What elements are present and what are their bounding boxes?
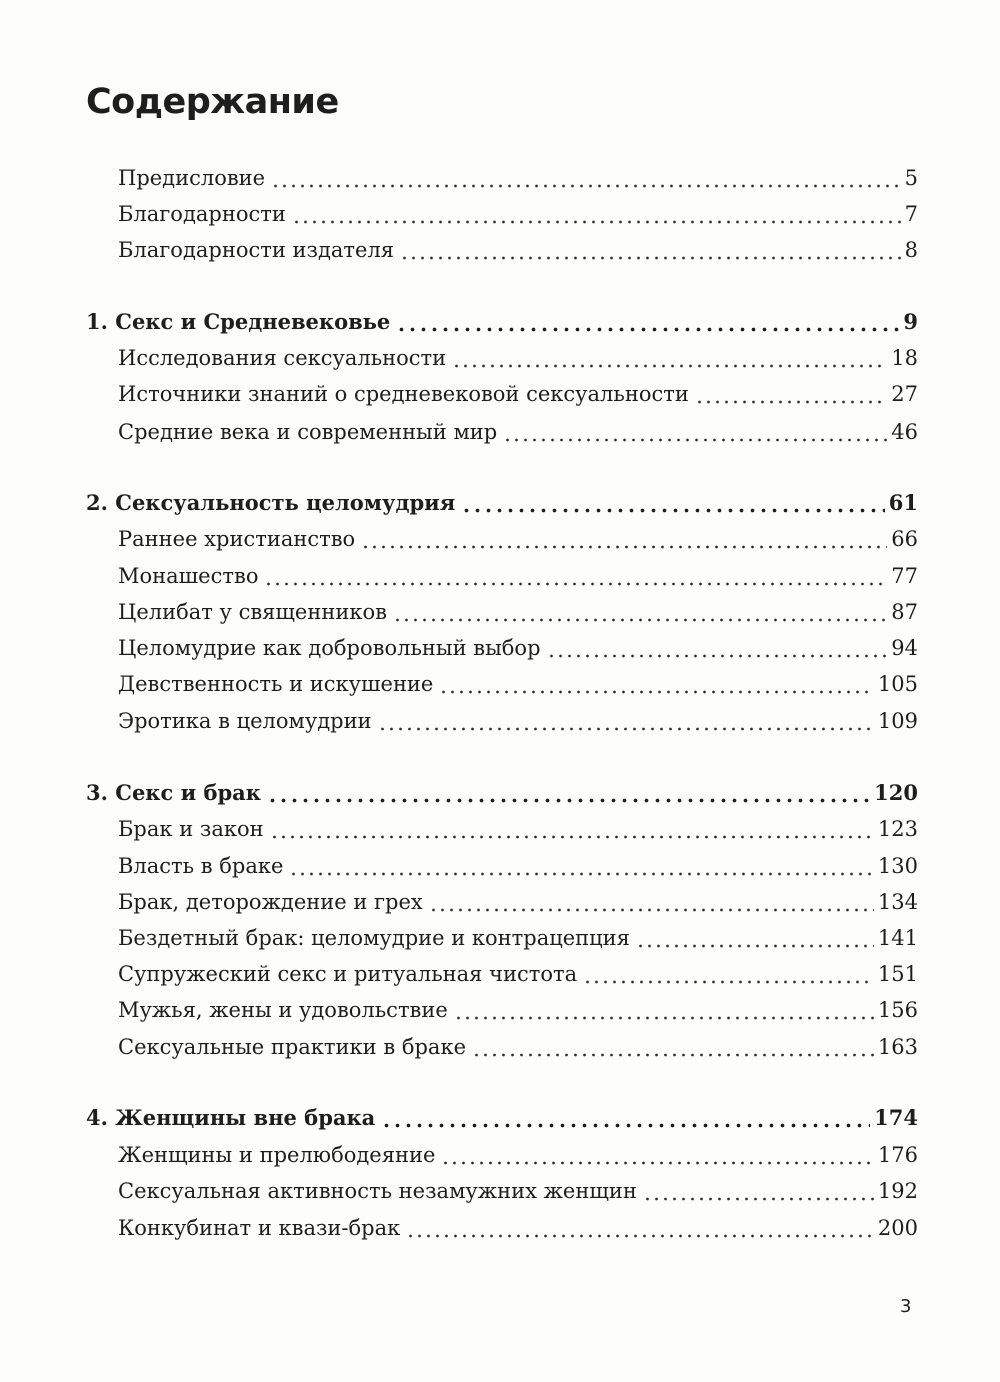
section-title: Монашество bbox=[118, 564, 259, 588]
chapter-title: 2. Сексуальность целомудрия bbox=[86, 490, 456, 515]
toc-chapter-2 bbox=[86, 487, 918, 519]
section-title: Брак и закон bbox=[118, 817, 264, 841]
toc-chapter-4 bbox=[86, 1102, 918, 1134]
section-title: Источники знаний о средневековой сексуальности bbox=[118, 382, 689, 406]
page-title: Содержание bbox=[86, 82, 339, 122]
toc-chapter-3 bbox=[86, 777, 918, 809]
chapter-page: 9 bbox=[903, 309, 918, 334]
page-number: 3 bbox=[900, 1296, 912, 1317]
dot-leader bbox=[406, 1212, 874, 1244]
section-page: 123 bbox=[877, 817, 918, 841]
section-page: 141 bbox=[877, 926, 918, 950]
toc-entry-label: Благодарности bbox=[118, 202, 286, 226]
toc-entry-label: Благодарности издателя bbox=[118, 238, 395, 262]
dot-leader bbox=[270, 813, 874, 845]
section-page: 176 bbox=[877, 1143, 918, 1167]
section-title: Брак, деторождение и грех bbox=[118, 890, 423, 914]
section-title: Девственность и искушение bbox=[118, 672, 434, 696]
section-page: 27 bbox=[891, 382, 918, 406]
section-page: 134 bbox=[877, 890, 918, 914]
section-page: 200 bbox=[877, 1216, 918, 1240]
dot-leader bbox=[583, 958, 874, 990]
section-title: Целибат у священников bbox=[118, 600, 387, 624]
dot-leader bbox=[271, 162, 901, 194]
dot-leader bbox=[547, 632, 888, 664]
dot-leader bbox=[289, 850, 873, 882]
dot-leader bbox=[378, 705, 874, 737]
dot-leader bbox=[643, 1175, 874, 1207]
section-title: Целомудрие как добровольный выбор bbox=[118, 636, 541, 660]
toc-entry-page: 8 bbox=[904, 238, 918, 262]
dot-leader bbox=[361, 523, 887, 555]
toc-entry-front bbox=[118, 234, 918, 266]
section-page: 105 bbox=[877, 672, 918, 696]
section-title: Конкубинат и квази-брак bbox=[118, 1216, 401, 1240]
toc-section bbox=[118, 632, 918, 664]
section-title: Женщины и прелюбодеяние bbox=[118, 1143, 436, 1167]
section-page: 94 bbox=[891, 636, 918, 660]
chapter-title: 3. Секс и брак bbox=[86, 780, 261, 805]
section-title: Средние века и современный мир bbox=[118, 420, 498, 444]
toc-section bbox=[118, 1212, 918, 1244]
toc-section bbox=[118, 1175, 918, 1207]
toc-entry-page: 5 bbox=[904, 166, 918, 190]
section-page: 130 bbox=[877, 854, 918, 878]
toc-section bbox=[118, 342, 918, 374]
toc-entry-page: 7 bbox=[904, 202, 918, 226]
section-title: Сексуальная активность незамужних женщин bbox=[118, 1179, 637, 1203]
dot-leader bbox=[636, 922, 874, 954]
chapter-page: 174 bbox=[874, 1105, 918, 1130]
section-page: 18 bbox=[891, 346, 918, 370]
section-page: 156 bbox=[877, 998, 918, 1022]
chapter-page: 120 bbox=[874, 780, 918, 805]
dot-leader bbox=[472, 1031, 874, 1063]
toc-section bbox=[118, 416, 918, 448]
toc-entry-front bbox=[118, 198, 918, 230]
section-title: Сексуальные практики в браке bbox=[118, 1035, 466, 1059]
dot-leader bbox=[452, 342, 887, 374]
section-title: Супружеский секс и ритуальная чистота bbox=[118, 962, 578, 986]
toc-section bbox=[118, 1031, 918, 1063]
section-page: 192 bbox=[877, 1179, 918, 1203]
section-page: 87 bbox=[891, 600, 918, 624]
section-title: Эротика в целомудрии bbox=[118, 709, 372, 733]
toc-entry-label: Предисловие bbox=[118, 166, 266, 190]
toc-section bbox=[118, 378, 918, 410]
chapter-title: 4. Женщины вне брака bbox=[86, 1105, 376, 1130]
section-page: 109 bbox=[877, 709, 918, 733]
section-page: 163 bbox=[877, 1035, 918, 1059]
section-title: Исследования сексуальности bbox=[118, 346, 447, 370]
toc-section bbox=[118, 922, 918, 954]
section-page: 151 bbox=[877, 962, 918, 986]
dot-leader bbox=[267, 777, 870, 809]
toc-section bbox=[118, 596, 918, 628]
dot-leader bbox=[441, 1139, 874, 1171]
section-page: 46 bbox=[891, 420, 918, 444]
dot-leader bbox=[400, 234, 901, 266]
toc-section bbox=[118, 560, 918, 592]
dot-leader bbox=[292, 198, 901, 230]
section-title: Власть в браке bbox=[118, 854, 284, 878]
dot-leader bbox=[503, 416, 887, 448]
toc-entry-front bbox=[118, 162, 918, 194]
toc-section bbox=[118, 523, 918, 555]
dot-leader bbox=[695, 378, 887, 410]
section-page: 66 bbox=[891, 527, 918, 551]
chapter-page: 61 bbox=[888, 490, 918, 515]
section-page: 77 bbox=[891, 564, 918, 588]
toc-section bbox=[118, 958, 918, 990]
dot-leader bbox=[461, 487, 885, 519]
toc-section bbox=[118, 668, 918, 700]
toc-section bbox=[118, 886, 918, 918]
dot-leader bbox=[396, 306, 899, 338]
section-title: Раннее христианство bbox=[118, 527, 356, 551]
dot-leader bbox=[393, 596, 887, 628]
toc-section bbox=[118, 1139, 918, 1171]
dot-leader bbox=[454, 994, 874, 1026]
toc-section bbox=[118, 850, 918, 882]
dot-leader bbox=[439, 668, 874, 700]
dot-leader bbox=[381, 1102, 870, 1134]
toc-section bbox=[118, 994, 918, 1026]
dot-leader bbox=[429, 886, 874, 918]
toc-section bbox=[118, 705, 918, 737]
section-title: Мужья, жены и удовольствие bbox=[118, 998, 448, 1022]
dot-leader bbox=[264, 560, 887, 592]
chapter-title: 1. Секс и Средневековье bbox=[86, 309, 391, 334]
toc-section bbox=[118, 813, 918, 845]
toc-chapter-1 bbox=[86, 306, 918, 338]
section-title: Бездетный брак: целомудрие и контрацепция bbox=[118, 926, 630, 950]
